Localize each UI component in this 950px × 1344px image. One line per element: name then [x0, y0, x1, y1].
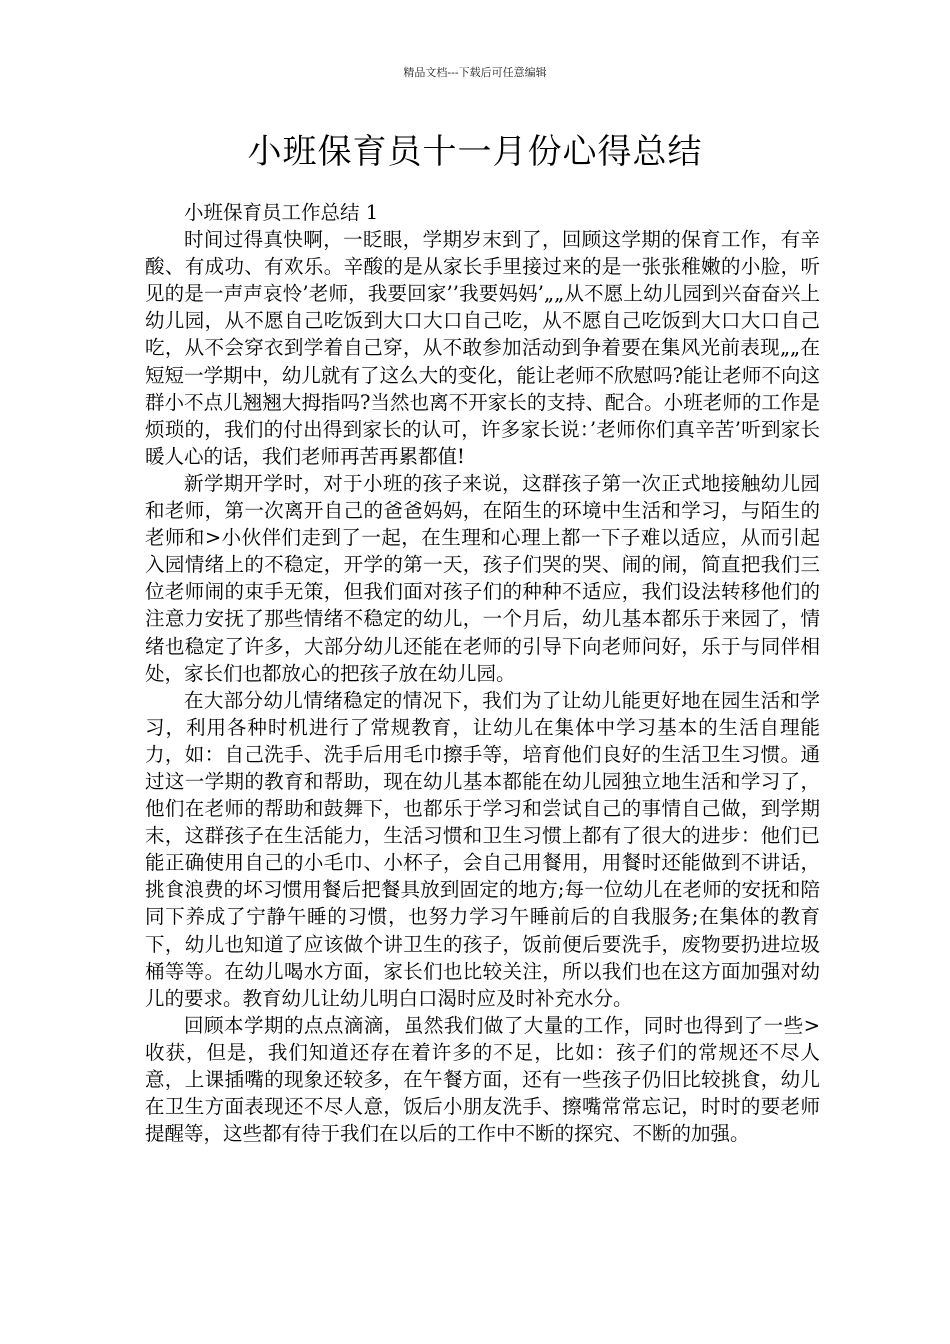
paragraph: 新学期开学时，对于小班的孩子来说，这群孩子第一次正式地接触幼儿园和老师，第一次离开自己的爸爸妈妈，在陌生的环境中生活和学习，与陌生的老师和>小伙伴们走到了一起，在生理和心理上都一下子难以适应，从而引起入园情绪上的不稳定，开学的第一天，孩子们哭的哭、闹的闹，简直把我们三位老师闹的束手无策，但我们面对孩子们的种种不适应，我们设法转移他们的注意力安抚了那些情绪不稳定的幼儿，一个月后，幼儿基本都乐于来园了，情绪也稳定了许多，大部分幼儿还能在老师的引导下向老师问好，乐于与同伴相处，家长们也都放心的把孩子放在幼儿园。	[145, 471, 820, 685]
section-subheading: 小班保育员工作总结 1	[184, 201, 379, 224]
paragraph: 回顾本学期的点点滴滴，虽然我们做了大量的工作，同时也得到了一些>收获，但是，我们知道还存在着许多的不足，比如：孩子们的常规还不尽人意，上课插嘴的现象还较多，在午餐方面，还有一些孩子仍旧比较挑食，幼儿在卫生方面表现还不尽人意，饭后小朋友洗手、擦嘴常常忘记，时时的要老师提醒等，这些都有待于我们在以后的工作中不断的探究、不断的加强。	[145, 1013, 820, 1146]
document-body	[145, 199, 820, 1147]
paragraph: 时间过得真快啊，一眨眼，学期岁末到了，回顾这学期的保育工作，有辛酸、有成功、有欢乐。辛酸的是从家长手里接过来的是一张张稚嫩的小脸，听见的是一声声哀怜’老师，我要回家’’我要妈妈’„„从不愿上幼儿园到兴奋奋兴上幼儿园，从不愿自己吃饭到大口大口自己吃，从不愿自己吃饭到大口大口自己吃，从不会穿衣到学着自己穿，从不敢参加活动到争着要在集风光前表现„„在短短一学期中，幼儿就有了这么大的变化，能让老师不欣慰吗?能让老师不向这群小不点儿翘翘大拇指吗?当然也离不开家长的支持、配合。小班老师的工作是烦琐的，我们的付出得到家长的认可，许多家长说：’老师你们真辛苦’听到家长暖人心的话，我们老师再苦再累都值!	[145, 228, 820, 468]
document-title: 小班保育员十一月份心得总结	[247, 132, 703, 172]
paragraph: 在大部分幼儿情绪稳定的情况下，我们为了让幼儿能更好地在园生活和学习，利用各种时机进行了常规教育，让幼儿在集体中学习基本的生活自理能力，如：自己洗手、洗手后用毛巾擦手等，培育他们良好的生活卫生习惯。通过这一学期的教育和帮助，现在幼儿基本都能在幼儿园独立地生活和学习了，他们在老师的帮助和鼓舞下，也都乐于学习和尝试自己的事情自己做，到学期末，这群孩子在生活能力，生活习惯和卫生习惯上都有了很大的进步：他们已能正确使用自己的小毛巾、小杯子，会自己用餐用，用餐时还能做到不讲话，挑食浪费的坏习惯用餐后把餐具放到固定的地方;每一位幼儿在老师的安抚和陪同下养成了宁静午睡的习惯，也努力学习午睡前后的自我服务;在集体的教育下，幼儿也知道了应该做个讲卫生的孩子，饭前便后要洗手，废物要扔进垃圾桶等等。在幼儿喝水方面，家长们也比较关注，所以我们也在这方面加强对幼儿的要求。教育幼儿让幼儿明白口渴时应及时补充水分。	[145, 688, 820, 1010]
header-note: 精品文档---下载后可任意编辑	[403, 66, 547, 79]
